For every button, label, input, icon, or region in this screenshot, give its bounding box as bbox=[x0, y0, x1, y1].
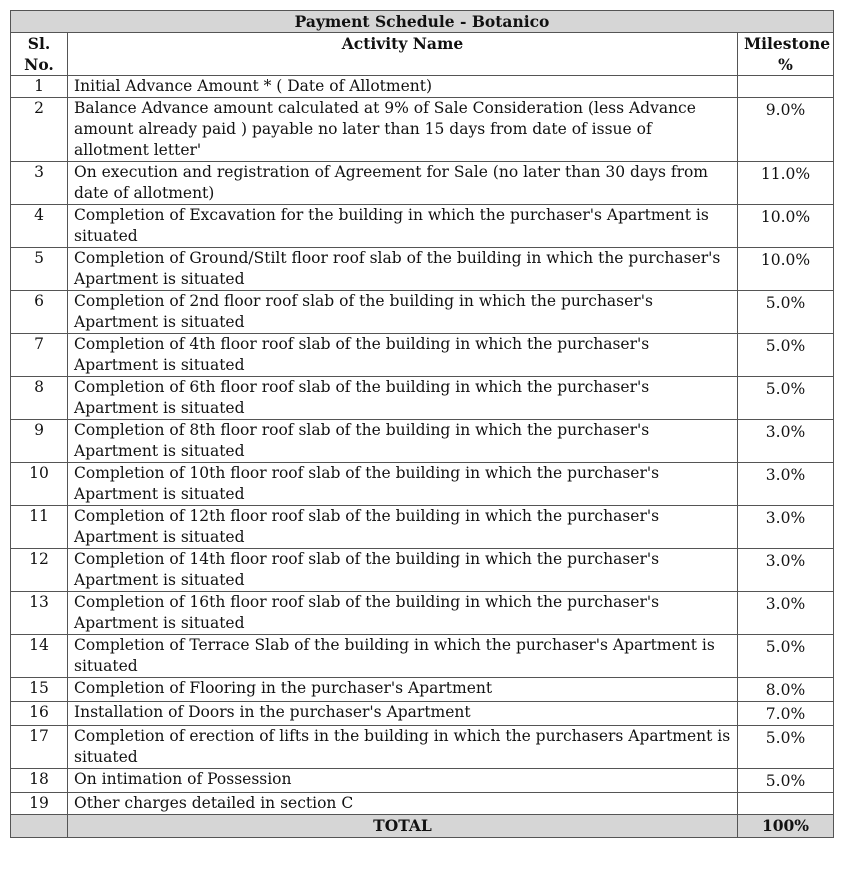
row-sl-no: 6 bbox=[11, 291, 68, 334]
table-header-row bbox=[11, 33, 834, 76]
row-sl-no: 8 bbox=[11, 377, 68, 420]
row-sl-no: 17 bbox=[11, 726, 68, 769]
row-sl-no: 14 bbox=[11, 635, 68, 678]
row-milestone: 3.0% bbox=[738, 463, 834, 506]
table-row bbox=[11, 377, 834, 420]
row-activity: Completion of 14th floor roof slab of the building in which the purchaser's Apartment is situated bbox=[68, 549, 738, 592]
row-milestone: 3.0% bbox=[738, 549, 834, 592]
row-sl-no: 1 bbox=[11, 76, 68, 98]
table-row bbox=[11, 162, 834, 205]
row-milestone: 5.0% bbox=[738, 334, 834, 377]
row-activity: Completion of Excavation for the building in which the purchaser's Apartment is situated bbox=[68, 205, 738, 248]
table-row bbox=[11, 635, 834, 678]
payment-schedule bbox=[10, 10, 833, 838]
header-milestone: Milestone % bbox=[738, 33, 834, 76]
row-sl-no: 12 bbox=[11, 549, 68, 592]
row-sl-no: 7 bbox=[11, 334, 68, 377]
row-activity: Completion of 8th floor roof slab of the building in which the purchaser's Apartment is situated bbox=[68, 420, 738, 463]
table-title: Payment Schedule - Botanico bbox=[11, 11, 834, 33]
table-row bbox=[11, 205, 834, 248]
table-row bbox=[11, 420, 834, 463]
row-activity: Completion of Ground/Stilt floor roof slab of the building in which the purchaser's Apartment is situated bbox=[68, 248, 738, 291]
table-row bbox=[11, 769, 834, 793]
total-row bbox=[11, 815, 834, 838]
row-sl-no: 4 bbox=[11, 205, 68, 248]
table-row bbox=[11, 549, 834, 592]
row-milestone: 10.0% bbox=[738, 205, 834, 248]
row-milestone: 3.0% bbox=[738, 420, 834, 463]
table-row bbox=[11, 592, 834, 635]
table-row bbox=[11, 291, 834, 334]
row-activity: Installation of Doors in the purchaser's Apartment bbox=[68, 702, 738, 726]
table-row bbox=[11, 702, 834, 726]
total-label: TOTAL bbox=[68, 815, 738, 838]
row-activity: Balance Advance amount calculated at 9% of Sale Consideration (less Advance amount already paid ) payable no later than 15 days from date of issue of allotment letter' bbox=[68, 98, 738, 162]
row-milestone: 3.0% bbox=[738, 506, 834, 549]
row-milestone: 3.0% bbox=[738, 592, 834, 635]
row-activity: Completion of erection of lifts in the building in which the purchasers Apartment is situated bbox=[68, 726, 738, 769]
row-milestone: 9.0% bbox=[738, 98, 834, 162]
row-activity: Completion of Flooring in the purchaser's Apartment bbox=[68, 678, 738, 702]
row-milestone: 5.0% bbox=[738, 726, 834, 769]
total-value: 100% bbox=[738, 815, 834, 838]
row-sl-no: 15 bbox=[11, 678, 68, 702]
row-sl-no: 2 bbox=[11, 98, 68, 162]
row-milestone: 5.0% bbox=[738, 769, 834, 793]
table-row bbox=[11, 726, 834, 769]
row-activity: Completion of 4th floor roof slab of the building in which the purchaser's Apartment is situated bbox=[68, 334, 738, 377]
row-milestone bbox=[738, 793, 834, 815]
row-milestone: 5.0% bbox=[738, 377, 834, 420]
row-sl-no: 18 bbox=[11, 769, 68, 793]
row-activity: Initial Advance Amount * ( Date of Allotment) bbox=[68, 76, 738, 98]
row-sl-no: 16 bbox=[11, 702, 68, 726]
row-activity: Completion of 10th floor roof slab of the building in which the purchaser's Apartment is situated bbox=[68, 463, 738, 506]
table-title-row bbox=[11, 11, 834, 33]
row-milestone: 7.0% bbox=[738, 702, 834, 726]
row-activity: Completion of 6th floor roof slab of the building in which the purchaser's Apartment is situated bbox=[68, 377, 738, 420]
row-sl-no: 19 bbox=[11, 793, 68, 815]
row-milestone: 8.0% bbox=[738, 678, 834, 702]
header-activity-name: Activity Name bbox=[68, 33, 738, 76]
row-milestone: 11.0% bbox=[738, 162, 834, 205]
row-sl-no: 3 bbox=[11, 162, 68, 205]
row-milestone bbox=[738, 76, 834, 98]
row-milestone: 10.0% bbox=[738, 248, 834, 291]
row-activity: On execution and registration of Agreement for Sale (no later than 30 days from date of allotment) bbox=[68, 162, 738, 205]
table-row bbox=[11, 463, 834, 506]
row-milestone: 5.0% bbox=[738, 291, 834, 334]
row-sl-no: 5 bbox=[11, 248, 68, 291]
table-row bbox=[11, 98, 834, 162]
row-activity: Other charges detailed in section C bbox=[68, 793, 738, 815]
row-activity: Completion of 12th floor roof slab of the building in which the purchaser's Apartment is situated bbox=[68, 506, 738, 549]
row-activity: Completion of 16th floor roof slab of the building in which the purchaser's Apartment is situated bbox=[68, 592, 738, 635]
table-row bbox=[11, 678, 834, 702]
table-row bbox=[11, 334, 834, 377]
header-sl-no: Sl. No. bbox=[11, 33, 68, 76]
row-sl-no: 10 bbox=[11, 463, 68, 506]
row-milestone: 5.0% bbox=[738, 635, 834, 678]
table-row bbox=[11, 506, 834, 549]
row-activity: On intimation of Possession bbox=[68, 769, 738, 793]
total-empty-cell bbox=[11, 815, 68, 838]
row-activity: Completion of Terrace Slab of the building in which the purchaser's Apartment is situated bbox=[68, 635, 738, 678]
row-activity: Completion of 2nd floor roof slab of the building in which the purchaser's Apartment is situated bbox=[68, 291, 738, 334]
table-row bbox=[11, 248, 834, 291]
row-sl-no: 11 bbox=[11, 506, 68, 549]
table-row bbox=[11, 793, 834, 815]
row-sl-no: 9 bbox=[11, 420, 68, 463]
payment-schedule-table bbox=[10, 10, 834, 838]
row-sl-no: 13 bbox=[11, 592, 68, 635]
table-row bbox=[11, 76, 834, 98]
